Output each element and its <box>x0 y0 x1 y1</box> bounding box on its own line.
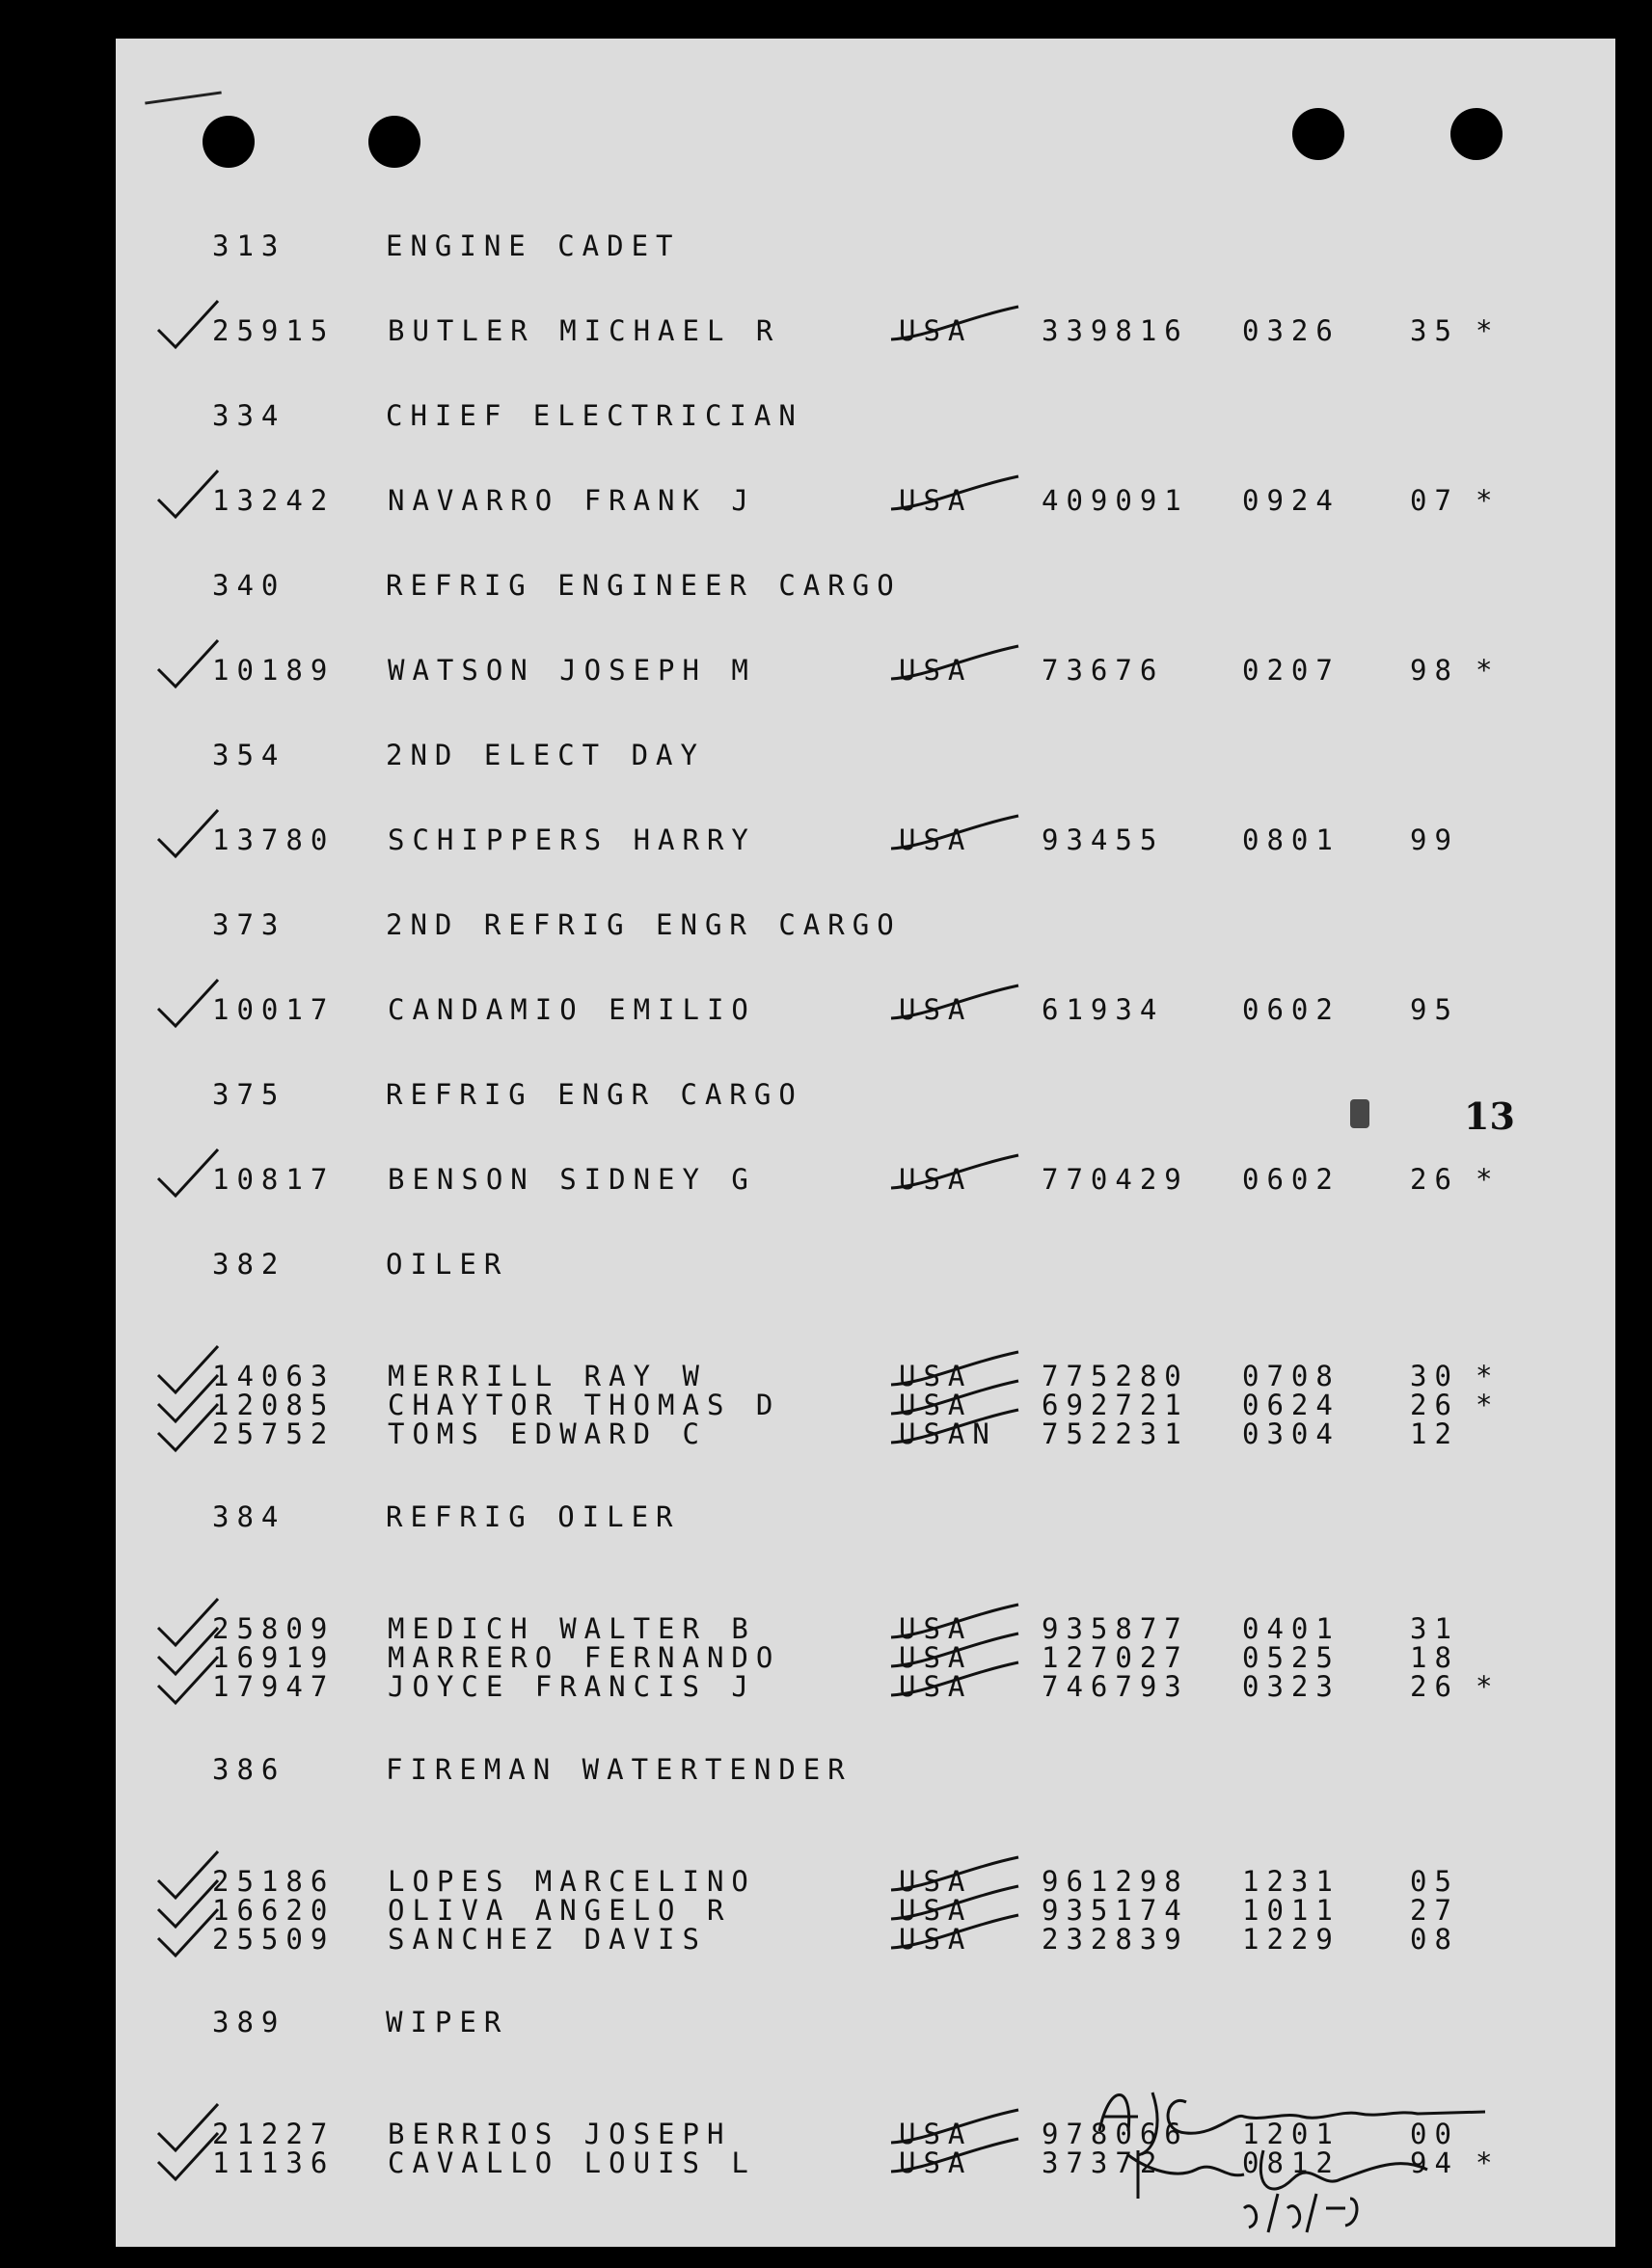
entry-number: 25509 <box>212 1923 336 1956</box>
citizenship: USA <box>899 484 973 517</box>
citizenship-strike <box>887 1404 1022 1452</box>
rating-code: 373 <box>212 908 286 941</box>
entry-year: 05 <box>1410 1865 1459 1898</box>
rating-code: 375 <box>212 1078 286 1111</box>
entry-number: 25809 <box>212 1612 336 1645</box>
crew-name: BENSON SIDNEY G <box>388 1163 756 1196</box>
entry-year: 31 <box>1410 1612 1459 1645</box>
citizenship: USA <box>899 1612 973 1645</box>
asterisk-mark: * <box>1476 1360 1501 1392</box>
rating-title: 2ND ELECT DAY <box>386 739 705 771</box>
document-id: 961298 <box>1042 1865 1189 1898</box>
entry-number: 16919 <box>212 1641 336 1674</box>
crew-name: TOMS EDWARD C <box>388 1418 707 1450</box>
entry-year: 35 <box>1410 314 1459 347</box>
crew-name: SCHIPPERS HARRY <box>388 824 756 856</box>
citizenship: USA <box>899 824 973 856</box>
entry-year: 12 <box>1410 1418 1459 1450</box>
entry-date: 0801 <box>1242 824 1341 856</box>
rating-title: REFRIG ENGINEER CARGO <box>386 569 902 602</box>
rating-code: 389 <box>212 2006 286 2038</box>
entry-number: 13780 <box>212 824 336 856</box>
citizenship: USA <box>899 654 973 687</box>
entry-number: 25752 <box>212 1418 336 1450</box>
entry-number: 21227 <box>212 2118 336 2150</box>
citizenship: USA <box>899 2118 973 2150</box>
citizenship: USA <box>899 1163 973 1196</box>
entry-year: 94 <box>1410 2146 1459 2179</box>
document-id: 61934 <box>1042 993 1165 1026</box>
document-id: 73676 <box>1042 654 1165 687</box>
document-id: 692721 <box>1042 1389 1189 1421</box>
entry-year: 95 <box>1410 993 1459 1026</box>
entry-year: 26 <box>1410 1670 1459 1703</box>
citizenship: USA <box>899 1865 973 1898</box>
rating-title: CHIEF ELECTRICIAN <box>386 399 803 432</box>
document-id: 339816 <box>1042 314 1189 347</box>
rating-code: 313 <box>212 230 286 262</box>
entry-number: 10189 <box>212 654 336 687</box>
citizenship: USA <box>899 1670 973 1703</box>
citizenship: USAN <box>899 1418 997 1450</box>
entry-date: 0812 <box>1242 2146 1341 2179</box>
punch-hole <box>368 116 420 168</box>
crew-name: LOPES MARCELINO <box>388 1865 756 1898</box>
crew-name: CAVALLO LOUIS L <box>388 2146 756 2179</box>
document-id: 93455 <box>1042 824 1165 856</box>
ink-smudge <box>1350 1099 1369 1128</box>
entry-year: 00 <box>1410 2118 1459 2150</box>
entry-number: 25186 <box>212 1865 336 1898</box>
entry-date: 0624 <box>1242 1389 1341 1421</box>
asterisk-mark: * <box>1476 654 1501 687</box>
document-id: 770429 <box>1042 1163 1189 1196</box>
asterisk-mark: * <box>1476 314 1501 347</box>
crew-name: MEDICH WALTER B <box>388 1612 756 1645</box>
punch-hole <box>1292 108 1344 160</box>
document-id: 935877 <box>1042 1612 1189 1645</box>
crew-name: MERRILL RAY W <box>388 1360 707 1392</box>
rating-code: 382 <box>212 1248 286 1281</box>
entry-date: 1231 <box>1242 1865 1341 1898</box>
citizenship-strike <box>887 1909 1022 1958</box>
rating-code: 354 <box>212 739 286 771</box>
citizenship: USA <box>899 1894 973 1927</box>
document-id: 978066 <box>1042 2118 1189 2150</box>
citizenship: USA <box>899 1389 973 1421</box>
citizenship-strike <box>887 301 1022 349</box>
page-number: 13 <box>1464 1094 1515 1138</box>
crew-name: SANCHEZ DAVIS <box>388 1923 707 1956</box>
inspector-signature <box>1080 2064 1533 2237</box>
entry-year: 07 <box>1410 484 1459 517</box>
citizenship: USA <box>899 1641 973 1674</box>
entry-year: 98 <box>1410 654 1459 687</box>
entry-number: 16620 <box>212 1894 336 1927</box>
entry-date: 0602 <box>1242 993 1341 1026</box>
crew-name: JOYCE FRANCIS J <box>388 1670 756 1703</box>
rating-title: 2ND REFRIG ENGR CARGO <box>386 908 902 941</box>
entry-number: 17947 <box>212 1670 336 1703</box>
citizenship-strike <box>887 810 1022 858</box>
entry-date: 0326 <box>1242 314 1341 347</box>
rating-title: OILER <box>386 1248 509 1281</box>
crew-name: BERRIOS JOSEPH <box>388 2118 732 2150</box>
document-id: 752231 <box>1042 1418 1189 1450</box>
document-page <box>116 39 1615 2247</box>
entry-date: 0708 <box>1242 1360 1341 1392</box>
citizenship: USA <box>899 314 973 347</box>
entry-date: 0323 <box>1242 1670 1341 1703</box>
entry-date: 0602 <box>1242 1163 1341 1196</box>
entry-year: 26 <box>1410 1389 1459 1421</box>
entry-number: 10817 <box>212 1163 336 1196</box>
crew-name: CHAYTOR THOMAS D <box>388 1389 781 1421</box>
asterisk-mark: * <box>1476 1670 1501 1703</box>
entry-date: 0401 <box>1242 1612 1341 1645</box>
citizenship-strike <box>887 471 1022 519</box>
asterisk-mark: * <box>1476 1163 1501 1196</box>
rating-title: REFRIG ENGR CARGO <box>386 1078 803 1111</box>
document-id: 775280 <box>1042 1360 1189 1392</box>
document-id: 409091 <box>1042 484 1189 517</box>
citizenship-strike <box>887 640 1022 688</box>
entry-date: 0207 <box>1242 654 1341 687</box>
citizenship-strike <box>887 980 1022 1028</box>
citizenship: USA <box>899 2146 973 2179</box>
entry-year: 30 <box>1410 1360 1459 1392</box>
crew-name: WATSON JOSEPH M <box>388 654 756 687</box>
asterisk-mark: * <box>1476 2146 1501 2179</box>
entry-year: 99 <box>1410 824 1459 856</box>
citizenship: USA <box>899 993 973 1026</box>
crew-name: CANDAMIO EMILIO <box>388 993 756 1026</box>
entry-number: 13242 <box>212 484 336 517</box>
signature-handwriting <box>1080 2064 1533 2237</box>
rating-title: WIPER <box>386 2006 509 2038</box>
entry-date: 1201 <box>1242 2118 1341 2150</box>
entry-number: 12085 <box>212 1389 336 1421</box>
citizenship: USA <box>899 1360 973 1392</box>
entry-date: 1011 <box>1242 1894 1341 1927</box>
citizenship-strike <box>887 2133 1022 2181</box>
punch-hole <box>1450 108 1503 160</box>
crew-name: OLIVA ANGELO R <box>388 1894 732 1927</box>
punch-hole <box>203 116 255 168</box>
entry-number: 14063 <box>212 1360 336 1392</box>
crew-name: BUTLER MICHAEL R <box>388 314 781 347</box>
citizenship-strike <box>887 1657 1022 1705</box>
entry-year: 18 <box>1410 1641 1459 1674</box>
rating-title: REFRIG OILER <box>386 1500 681 1533</box>
entry-number: 25915 <box>212 314 336 347</box>
entry-date: 0924 <box>1242 484 1341 517</box>
citizenship: USA <box>899 1923 973 1956</box>
entry-number: 10017 <box>212 993 336 1026</box>
document-id: 935174 <box>1042 1894 1189 1927</box>
document-id: 746793 <box>1042 1670 1189 1703</box>
document-id: 127027 <box>1042 1641 1189 1674</box>
document-id: 232839 <box>1042 1923 1189 1956</box>
rating-code: 384 <box>212 1500 286 1533</box>
crew-name: MARRERO FERNANDO <box>388 1641 781 1674</box>
crew-name: NAVARRO FRANK J <box>388 484 756 517</box>
entry-date: 0525 <box>1242 1641 1341 1674</box>
rating-title: ENGINE CADET <box>386 230 681 262</box>
document-id: 37372 <box>1042 2146 1165 2179</box>
rating-title: FIREMAN WATERTENDER <box>386 1753 853 1786</box>
asterisk-mark: * <box>1476 1389 1501 1421</box>
entry-year: 26 <box>1410 1163 1459 1196</box>
entry-year: 08 <box>1410 1923 1459 1956</box>
entry-year: 27 <box>1410 1894 1459 1927</box>
entry-date: 1229 <box>1242 1923 1341 1956</box>
entry-number: 11136 <box>212 2146 336 2179</box>
rating-code: 340 <box>212 569 286 602</box>
asterisk-mark: * <box>1476 484 1501 517</box>
entry-date: 0304 <box>1242 1418 1341 1450</box>
corner-mark <box>145 91 222 104</box>
rating-code: 386 <box>212 1753 286 1786</box>
citizenship-strike <box>887 1149 1022 1198</box>
rating-code: 334 <box>212 399 286 432</box>
